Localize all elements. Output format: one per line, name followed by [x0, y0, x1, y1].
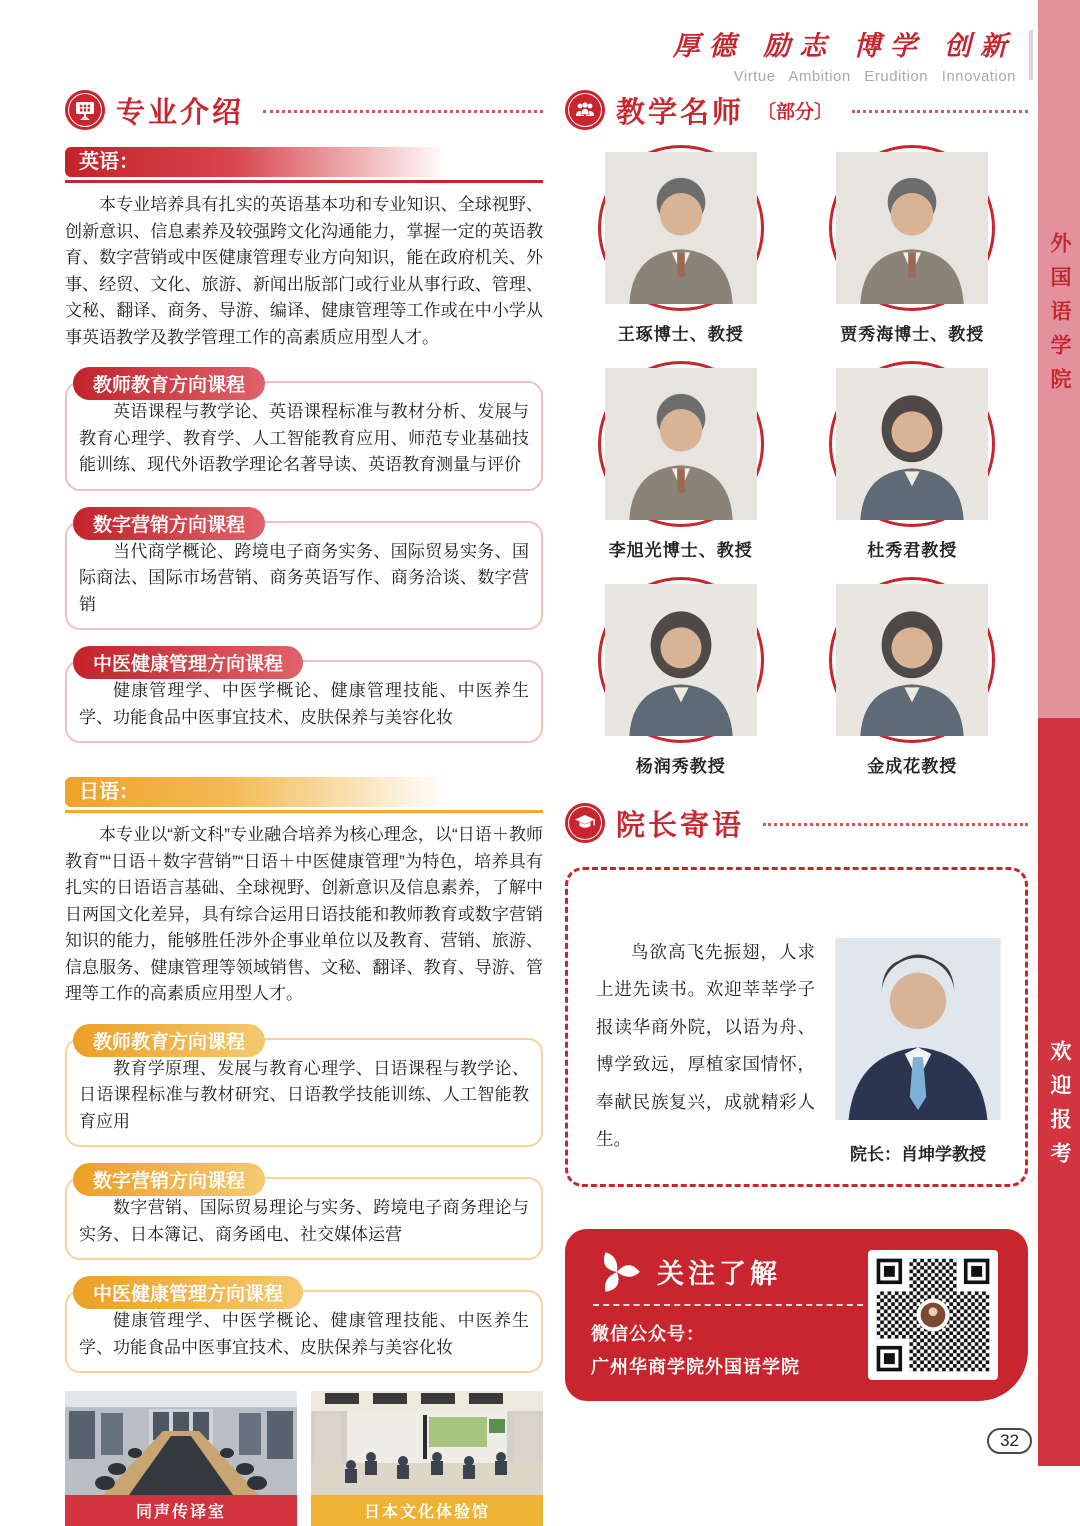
dean-caption: 院长：肖坤学教授 — [850, 1145, 986, 1164]
course-list: 健康管理学、中医学概论、健康管理技能、中医养生学、功能食品中医事宜技术、皮肤保养与美容化妆 — [79, 1311, 529, 1357]
dean-portrait — [835, 938, 1001, 1120]
english-label: 英语： — [65, 147, 543, 177]
motto-chinese: 厚德 励志 博学 创新 — [672, 31, 1016, 62]
interpretation-room-photo — [65, 1391, 297, 1526]
follow-header — [591, 1246, 868, 1298]
english-label-bar — [65, 147, 543, 183]
teacher-avatar — [829, 361, 995, 527]
swirl-logo-icon — [591, 1246, 643, 1298]
dean-message-box — [565, 867, 1028, 1187]
welcome-text-vertical: 欢迎报考 — [1048, 1040, 1071, 1176]
teacher-card — [829, 577, 995, 777]
course-pill: 中医健康管理方向课程 — [73, 1276, 303, 1309]
teacher-grid — [565, 145, 1028, 777]
classroom-image — [311, 1391, 543, 1495]
course-list: 教育学原理、发展与教育心理学、日语课程与教学论、日语课程标准与教材研究、日语教学技能训练、人工智能教育应用 — [79, 1058, 529, 1131]
photo-caption: 同声传译室 — [65, 1495, 297, 1526]
teacher-name: 杨润秀教授 — [635, 757, 726, 776]
teacher-name: 王琢博士、教授 — [617, 325, 744, 344]
teacher-avatar — [598, 361, 764, 527]
presentation-board-icon — [65, 90, 105, 130]
course-pill: 教师教育方向课程 — [73, 367, 265, 400]
dotted-rule — [763, 813, 1028, 826]
course-list: 数字营销、国际贸易理论与实务、跨境电子商务理论与实务、日本簿记、商务函电、社交媒体运营 — [79, 1198, 529, 1244]
course-list: 当代商学概论、跨境电子商务实务、国际贸易实务、国际商法、国际市场营销、商务英语写作、商务洽谈、数字营销 — [79, 541, 529, 614]
japanese-culture-hall-photo — [311, 1391, 543, 1526]
teacher-card — [598, 577, 764, 777]
dashed-rule — [593, 1304, 863, 1306]
motto-divider — [1029, 30, 1033, 80]
teacher-name: 李旭光博士、教授 — [608, 541, 753, 560]
page-number: 32 — [987, 1428, 1032, 1454]
course-pill: 教师教育方向课程 — [73, 1024, 265, 1057]
teachers-title: 教学名师 — [616, 96, 745, 129]
college-name-vertical: 外国语学院 — [1048, 232, 1071, 402]
conference-room-image — [65, 1391, 297, 1495]
right-column — [565, 88, 1028, 1401]
sidebar-college-strip — [1038, 0, 1080, 718]
follow-title: 关注了解 — [657, 1259, 781, 1290]
japanese-course-box-teacher-ed — [65, 1031, 543, 1148]
teacher-card — [598, 145, 764, 345]
wechat-label: 微信公众号： — [591, 1323, 705, 1344]
teacher-avatar — [598, 145, 764, 311]
school-motto — [673, 24, 1016, 85]
left-column — [65, 88, 543, 1526]
course-pill: 中医健康管理方向课程 — [73, 646, 303, 679]
english-intro-paragraph: 本专业培养具有扎实的英语基本功和专业知识、全球视野、创新意识、信息素养及较强跨文化沟通能力，掌握一定的英语教育、数字营销或中医健康管理专业方向知识，能在政府机关、外事、经贸、文化、旅游、新闻出版部门或行业从事行政、管理、文秘、翻译、商务、导游、编译、健康管理等工作或在中小学从事英语教学及教学管理工作的高素质应用型人才。 — [65, 195, 543, 347]
teacher-avatar — [598, 577, 764, 743]
qr-code — [868, 1250, 998, 1380]
wechat-account-name: 广州华商学院外国语学院 — [591, 1357, 800, 1377]
dean-title: 院长寄语 — [616, 809, 745, 842]
follow-box — [565, 1229, 1028, 1401]
teacher-name: 贾秀海博士、教授 — [840, 325, 985, 344]
japanese-course-box-digital-marketing — [65, 1171, 543, 1260]
japanese-intro-paragraph: 本专业以“新文科”专业融合培养为核心理念，以“日语＋教师教育”“日语＋数字营销”“日语＋中医健康管理”为特色，培养具有扎实的日语语言基础、全球视野、创新意识及信息素养，了解中日两国文化差异，具有综合运用日语技能和教师教育或数字营销知识的能力，能够胜任涉外企事业单位以及教育、营销、旅游、信息服务、健康管理等领域销售、文秘、翻译、教育、导游、管理等工作的高素质应用型人才。 — [65, 825, 543, 1004]
teacher-avatar — [829, 577, 995, 743]
sidebar-welcome-strip — [1038, 718, 1080, 1466]
teacher-card — [829, 361, 995, 561]
teacher-card — [598, 361, 764, 561]
dotted-rule — [263, 100, 543, 113]
major-intro-header — [65, 88, 543, 132]
japanese-course-box-tcm-health — [65, 1284, 543, 1373]
dean-photo-column — [835, 938, 1001, 1164]
japanese-label: 日语： — [65, 777, 543, 807]
graduation-cap-icon — [565, 803, 605, 843]
course-pill: 数字营销方向课程 — [73, 1163, 265, 1196]
teacher-card — [829, 145, 995, 345]
japanese-label-bar — [65, 777, 543, 813]
follow-text-block — [591, 1246, 868, 1385]
facility-photos — [65, 1391, 543, 1526]
dean-header — [565, 801, 1028, 845]
english-course-box-digital-marketing — [65, 514, 543, 631]
english-course-box-tcm-health — [65, 654, 543, 743]
english-course-box-teacher-ed — [65, 375, 543, 491]
teacher-name: 金成花教授 — [867, 757, 958, 776]
teacher-avatar — [829, 145, 995, 311]
dean-message: 鸟欲高飞先振翅，人求上进先读书。欢迎莘莘学子报读华商外院，以语为舟、博学致远，厚植家国情怀，奉献民族复兴，成就精彩人生。 — [596, 942, 815, 1150]
photo-caption: 日本文化体验馆 — [311, 1495, 543, 1526]
teachers-header — [565, 88, 1028, 132]
motto-english: Virtue Ambition Erudition Innovation — [733, 68, 1016, 85]
course-list: 英语课程与教学论、英语课程标准与教材分析、发展与教育心理学、教育学、人工智能教育应用、师范专业基础技能训练、现代外语教学理论名著导读、英语教育测量与评价 — [79, 402, 529, 475]
teachers-group-icon — [565, 90, 605, 130]
course-pill: 数字营销方向课程 — [73, 507, 265, 540]
major-intro-title: 专业介绍 — [116, 96, 245, 129]
dotted-rule — [852, 100, 1028, 113]
teacher-name: 杜秀君教授 — [867, 541, 958, 560]
teachers-title-suffix: 〔部分〕 — [757, 101, 834, 123]
course-list: 健康管理学、中医学概论、健康管理技能、中医养生学、功能食品中医事宜技术、皮肤保养与美容化妆 — [79, 681, 529, 727]
